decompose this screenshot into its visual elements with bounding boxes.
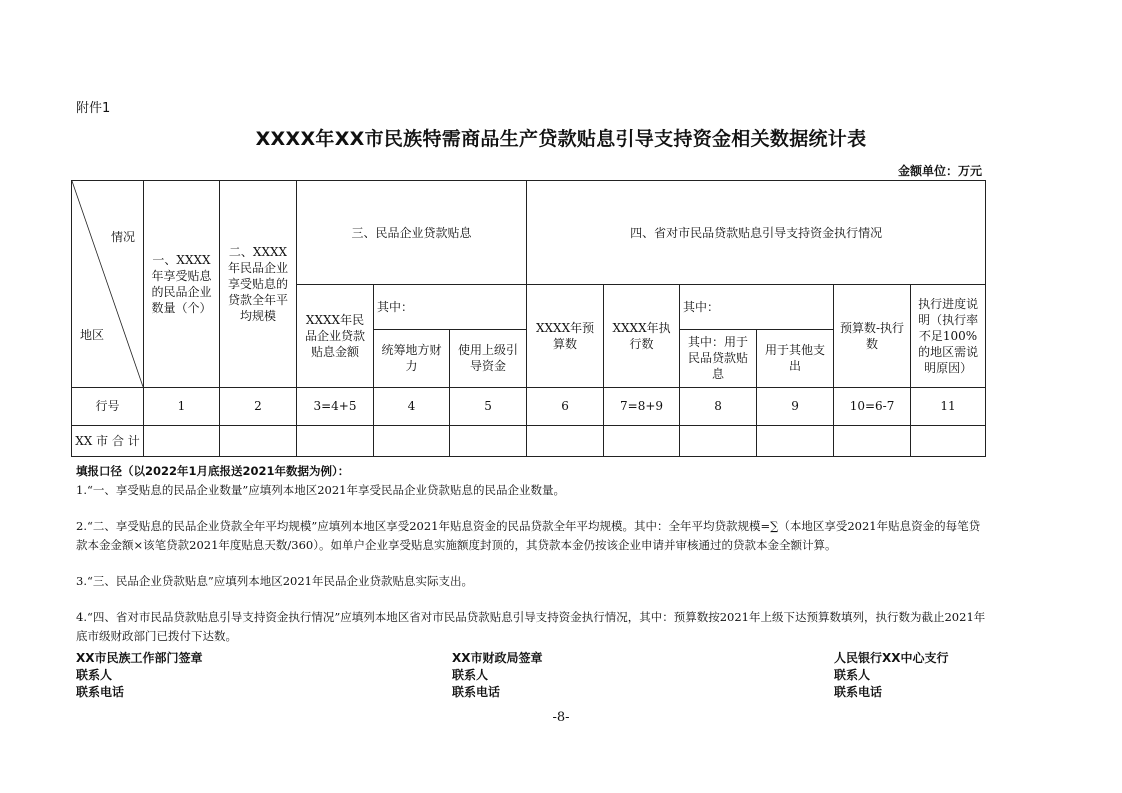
header-group4: 四、省对市民品贷款贴息引导支持资金执行情况	[527, 181, 986, 285]
signature-contact: 联系人	[452, 668, 489, 682]
signature-dept: XX市财政局签章	[452, 651, 543, 665]
header-c3-amount: XXXX年民品企业贷款贴息金额	[297, 285, 374, 387]
row-number-cell: 2	[220, 387, 297, 425]
notes-heading: 填报口径（以2022年1月底报送2021年数据为例）：	[76, 464, 350, 478]
header-group3: 三、民品企业贷款贴息	[297, 181, 527, 285]
row-number-cell: 10=6-7	[834, 387, 911, 425]
header-c4-budget: XXXX年预算数	[527, 285, 604, 387]
filling-notes	[76, 462, 986, 646]
header-c4-sub2: 用于其他支出	[757, 329, 834, 387]
row-number-label: 行号	[72, 387, 144, 425]
note-item: 4.“四、省对市民品贷款贴息引导支持资金执行情况”应填列本地区省对市民品贷款贴息引导支持资金执行情况，其中：预算数按2021年上级下达预算数填列，执行数为截止2021年底市级财政部门已拨付下达数。	[76, 610, 986, 643]
note-item: 1.“一、享受贴息的民品企业数量”应填列本地区2021年享受民品企业贷款贴息的民品企业数量。	[76, 483, 565, 497]
corner-top-label: 情况	[110, 230, 135, 244]
header-c4-note: 执行进度说明（执行率不足100%的地区需说明原因）	[911, 285, 986, 387]
row-number-cell: 3=4+5	[297, 387, 374, 425]
header-corner-cell	[72, 181, 144, 388]
header-c4-sub1: 其中：用于民品贷款贴息	[680, 329, 757, 387]
signature-dept: 人民银行XX中心支行	[834, 651, 949, 665]
note-item: 2.“二、享受贴息的民品企业贷款全年平均规模”应填列本地区享受2021年贴息资金的民品贷款全年平均规模。其中：全年平均贷款规模=∑（本地区享受2021年贴息资金的每笔贷款本金金额×该笔贷款2021年度贴息天数/360）。如单户企业享受贴息实施额度封顶的，其贷款本金仍按该企业申请并审核通过的贷款本金全额计算。	[76, 519, 981, 552]
signature-contact: 联系人	[76, 668, 113, 682]
signature-contact: 联系人	[834, 668, 871, 682]
row-number-cell: 6	[527, 387, 604, 425]
total-cell[interactable]	[220, 425, 297, 456]
total-cell[interactable]	[757, 425, 834, 456]
row-number-cell: 4	[374, 387, 450, 425]
page-number: -8-	[552, 710, 570, 725]
signature-block-bank	[834, 650, 949, 701]
row-number-cell: 8	[680, 387, 757, 425]
header-c4-diff: 预算数-执行数	[834, 285, 911, 387]
header-c4-exec: XXXX年执行数	[604, 285, 680, 387]
amount-unit: 金额单位：万元	[897, 164, 982, 178]
row-number-cell: 9	[757, 387, 834, 425]
header-col2: 二、XXXX年民品企业享受贴息的贷款全年平均规模	[220, 181, 297, 388]
total-cell[interactable]	[374, 425, 450, 456]
total-cell[interactable]	[297, 425, 374, 456]
note-item: 3.“三、民品企业贷款贴息”应填列本地区2021年民品企业贷款贴息实际支出。	[76, 574, 473, 588]
signature-block-ethnic	[76, 650, 203, 701]
header-c3-upper: 使用上级引导资金	[450, 329, 527, 387]
total-cell[interactable]	[911, 425, 986, 456]
signature-block-finance	[452, 650, 543, 701]
total-cell[interactable]	[834, 425, 911, 456]
header-c4-of-which: 其中：	[680, 285, 834, 329]
row-number-cell: 1	[144, 387, 220, 425]
total-row-label: XX 市 合 计	[72, 425, 144, 456]
attachment-label: 附件1	[76, 101, 111, 116]
statistics-table	[71, 180, 986, 457]
row-number-cell: 7=8+9	[604, 387, 680, 425]
header-c3-of-which: 其中：	[374, 285, 527, 329]
header-col1: 一、XXXX年享受贴息的民品企业数量（个）	[144, 181, 220, 388]
page-title: XXXX年XX市民族特需商品生产贷款贴息引导支持资金相关数据统计表	[255, 128, 867, 150]
total-cell[interactable]	[527, 425, 604, 456]
row-number-cell: 5	[450, 387, 527, 425]
corner-bottom-label: 地区	[80, 327, 105, 342]
signature-dept: XX市民族工作部门签章	[76, 651, 203, 665]
row-number-cell: 11	[911, 387, 986, 425]
total-cell[interactable]	[680, 425, 757, 456]
signature-phone: 联系电话	[452, 685, 501, 699]
total-cell[interactable]	[604, 425, 680, 456]
signature-phone: 联系电话	[76, 685, 125, 699]
total-cell[interactable]	[144, 425, 220, 456]
signature-phone: 联系电话	[834, 685, 883, 699]
total-cell[interactable]	[450, 425, 527, 456]
header-c3-local: 统筹地方财力	[374, 329, 450, 387]
